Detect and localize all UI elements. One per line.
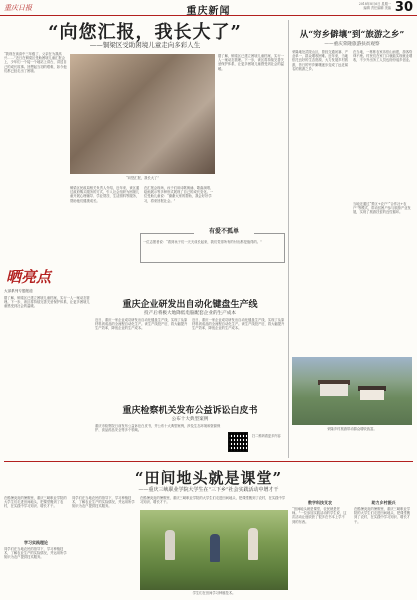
story-2-headline: 重庆企业研发出自动化键盘生产线 <box>122 300 258 310</box>
lead-headline: “向您汇报，我长大了” <box>48 22 242 43</box>
bottom-story-column-2: 同学们在当地农民的指导下，学习种植技术，了解农业生产的实际情况，并运用所学知识为农户提供技术服务。 <box>72 496 135 509</box>
house-shape <box>320 384 348 396</box>
story-2-column-2: 近日，重庆一家企业成功研发出自动化键盘生产线，实现了从原材料到成品的全流程自动化生产。该生产线投产后，将大幅提升生产效率，降低企业的生产成本。 <box>192 318 285 331</box>
bottom-story-column-5: 在酷暑炎炎的暑假里，重庆三峡职业学院的大学生们走进田间地头，把课堂搬到了农村，在实践中学习知识、增长才干。 <box>354 507 411 524</box>
person-figure-shape <box>248 528 258 560</box>
bottom-section-rule <box>4 461 413 462</box>
bright-spots-badge: 晒亮点 <box>6 268 52 286</box>
box-story-text: 一位志愿者说：“看到孩子们一天天成长起来，我们觉得所有的付出都是值得的。” <box>143 240 262 244</box>
bottom-photo-caption: 学生们在田间学习种植技术。 <box>192 591 236 595</box>
story-3-headline: 重庆检察机关发布公益诉讼白皮书 <box>122 406 258 416</box>
right-story-headline: 从“穷乡僻壤”到“旅游之乡” <box>299 30 405 40</box>
lead-column-2: 铜梁区民政局相关负责人介绍，近年来，该区通过政府购买服务的方式，引入社会组织为困境儿童开展心理辅导、学业帮扶、生活照料等服务，帮助他们健康成长。 <box>70 186 140 203</box>
right-story-column-1: 荣隆地处武陵山区，曾经交通闭塞、产业单一，群众增收困难。近年来，当地依托良好的生态资源，大力发展乡村旅游，昔日的穷乡僻壤逐步变成了远近闻名的旅游之乡。 <box>292 50 349 71</box>
column-divider <box>288 20 289 458</box>
bottom-story-lede: 在酷暑炎炎的暑假里，重庆三峡职业学院的大学生们走进田间地头，把课堂搬到了农村，在实践中学习知识、增长才干。 <box>140 496 286 505</box>
person-figure-shape <box>210 534 220 562</box>
left-column-text: 据了解，铜梁区已建立困境儿童档案，实行一人一案动态管理。下一步，该区将持续完善关爱保护体系，让更多困境儿童感受到社会的温暖。 <box>4 296 90 309</box>
story-3-subheadline: 公布十大典型案例 <box>171 417 209 422</box>
right-story-photo-caption: 荣隆乡村旅游带动群众增收致富。 <box>327 427 377 431</box>
bright-spots-subtitle: 大部系列专题报道 <box>4 289 33 293</box>
right-story-column-3: 当地还通过“景区+农户”“合作社+农户”等模式，带动贫困户参与旅游产业发展，实现了旅游扶贫的良性循环。 <box>353 202 411 215</box>
bottom-story-column-1: 在酷暑炎炎的暑假里，重庆三峡职业学院的大学生们走进田间地头，把课堂搬到了农村，在实践中学习知识、增长才干。 <box>4 496 67 509</box>
bottom-story-column-1b: 同学们在当地农民的指导下，学习种植技术，了解农业生产的实际情况，并运用所学知识为农户提供技术服务。 <box>4 547 67 560</box>
paper-name: 重庆日报 <box>4 4 32 12</box>
bottom-story-side-head: 学习实践理论 <box>24 540 48 545</box>
right-story-subheadline: ——重庆荣隆旅游扶贫观察 <box>324 42 380 47</box>
bottom-story-side-head: 数字科技支农 <box>308 500 332 505</box>
bottom-story-side-head: 助力乡村振兴 <box>371 500 396 505</box>
story-2-subheadline: 投产后将极大地降低电脑配套企业的生产成本 <box>144 311 236 316</box>
qr-caption: 扫二维码看更多内容 <box>252 434 281 438</box>
story-3-text: 重庆市检察院日前发布公益诉讼白皮书，并公布十大典型案例，涉及生态环境和资源保护、食品药品安全等多个领域。 <box>95 424 221 433</box>
bottom-story-headline: “田间地头就是课堂” <box>134 469 283 487</box>
lead-photo-overlay <box>70 54 215 174</box>
box-story-label: 有爱不孤单 <box>194 226 254 235</box>
lead-column-1: “我现在读高中三年级了，父亲在为我高兴……”近日在铜梁区受助困境儿童汇报会上，少年们一个接一个地站上讲台，讲述自己的成长故事。回想起当初的艰难，如今他们都已经走出了困境。 <box>4 52 67 73</box>
section-title: 重庆新闻 <box>186 6 231 17</box>
page-number: 30 <box>394 0 413 15</box>
person-figure-shape <box>165 530 175 560</box>
bottom-story-subheadline: ——重庆三峡职业学院大学生在“三下乡”社会实践活动中增才干 <box>138 487 279 493</box>
lead-column-4: 据了解，铜梁区已建立困境儿童档案，实行一人一案动态管理。下一步，该区将持续完善关爱保护体系，让更多困境儿童感受到社会的温暖。 <box>218 54 284 71</box>
right-story-photo <box>292 357 412 425</box>
story-2-column-1: 近日，重庆一家企业成功研发出自动化键盘生产线，实现了从原材料到成品的全流程自动化生产。该生产线投产后，将大幅提升生产效率，降低企业的生产成本。 <box>95 318 188 331</box>
right-story-column-2: 在当地，一栋栋农家乐依山而建，游客络绎不绝。村民们在家门口就能实现就业增收，不少外出务工人员也纷纷返乡创业。 <box>353 50 413 63</box>
issue-info: 2018年8月6日 星期一 编辑 责任编辑 美编 <box>358 2 391 10</box>
lead-column-3: 在汇报会现场，孩子们用诗歌朗诵、歌曲演唱、绘画展示等多种形式展现了自己的成长变化。一位受助儿童说：“谢谢大家的帮助，我会好好学习，将来回报社会。” <box>144 186 214 203</box>
bottom-story-column-4: “田间地头就是课堂，农民就是老师。”一位参加实践活动的学生说，这次活动让他收获了很多在书本上学不到的东西。 <box>292 507 347 524</box>
qr-code[interactable] <box>228 432 248 452</box>
lead-photo-caption: “向您汇报，我长大了” <box>125 176 160 180</box>
house-shape <box>360 390 384 400</box>
lead-subheadline: ——铜梁区受助困境儿童走向多彩人生 <box>89 41 201 49</box>
